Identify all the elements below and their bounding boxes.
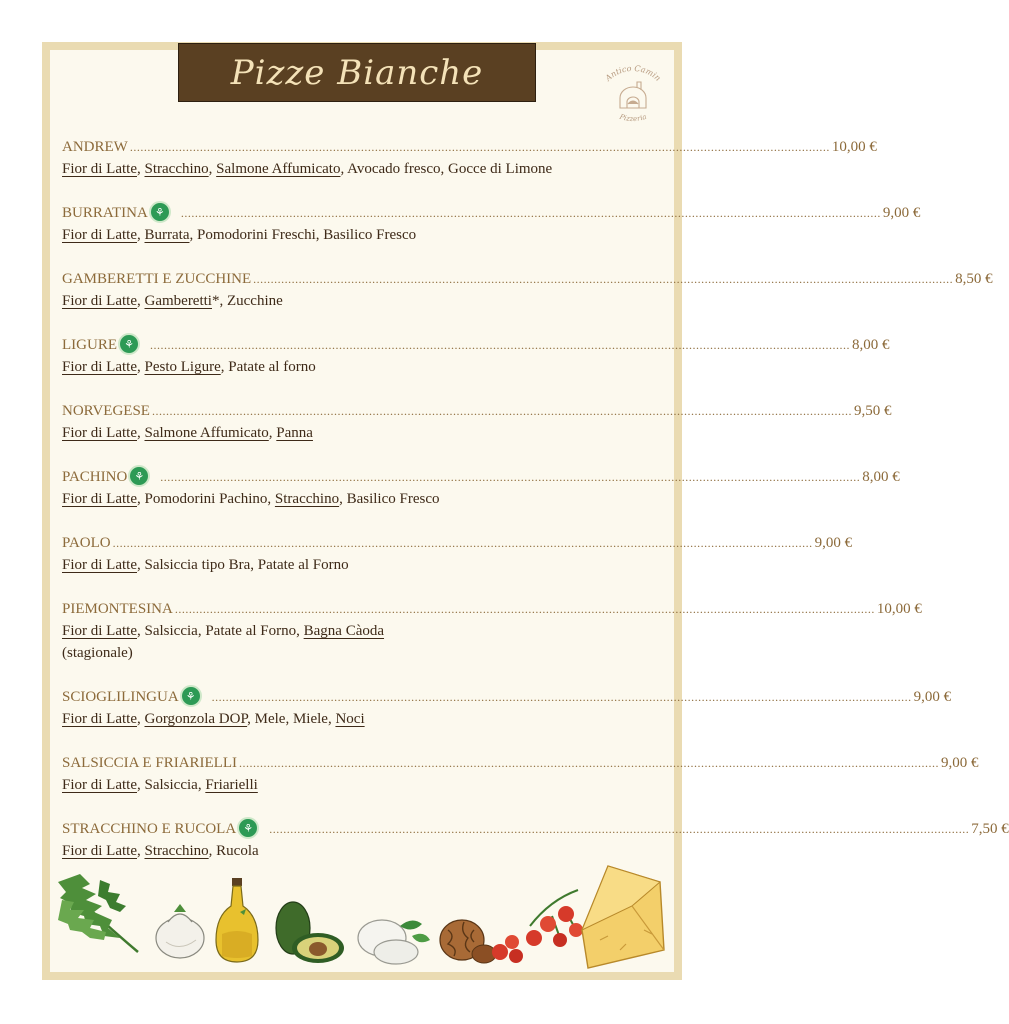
ingredient-text: , Pomodorini Freschi, Basilico Fresco	[189, 227, 417, 243]
ingredient-highlight: Salmone Affumicato	[216, 161, 341, 177]
ingredient-highlight: Fior di Latte	[62, 711, 137, 727]
pizza-name: BURRATINA	[62, 204, 148, 221]
ingredient-list	[62, 224, 651, 246]
pizza-name: NORVEGESE	[62, 402, 150, 419]
dot-leader: ........................................................................................................................................................................................................	[150, 338, 850, 352]
dot-leader: ........................................................................................................................................................................................................	[239, 756, 940, 770]
ingredient-text: ,	[137, 293, 145, 309]
ingredient-list	[62, 158, 651, 180]
ingredient-text: , Avocado fresco, Gocce di Limone	[340, 161, 553, 177]
pizza-price: 10,00 €	[831, 138, 877, 155]
logo-text-top: Antico Camin	[603, 64, 663, 83]
menu-item-header	[62, 203, 921, 223]
dot-leader: ........................................................................................................................................................................................................	[269, 822, 970, 836]
pizza-price: 10,00 €	[876, 600, 922, 617]
ingredient-highlight: Salmone Affumicato	[144, 425, 269, 441]
olive-oil-bottle-icon	[216, 878, 258, 962]
menu-item	[62, 599, 922, 687]
ingredient-text: , Salsiccia tipo Bra, Patate al Forno	[137, 557, 349, 573]
svg-text:Pizzeria	[617, 112, 647, 123]
menu-item-header	[62, 753, 979, 773]
ingredient-text: ,	[137, 711, 145, 727]
ingredient-text: , Rucola	[208, 843, 259, 859]
ingredient-highlight: Fior di Latte	[62, 293, 137, 309]
pizza-name: PACHINO	[62, 468, 128, 485]
vegetarian-leaf-icon: ⚘	[149, 201, 171, 223]
pizza-price: 7,50 €	[971, 820, 1009, 837]
ingredient-text: ,	[137, 359, 145, 375]
burrata-icon	[156, 904, 204, 958]
ingredient-text: , Salsiccia, Patate al Forno,	[137, 623, 304, 639]
vegetarian-leaf-icon: ⚘	[237, 817, 259, 839]
ingredient-text: , Patate al forno	[220, 359, 316, 375]
ingredient-text: ,	[137, 161, 145, 177]
dot-leader: ........................................................................................................................................................................................................	[151, 404, 852, 418]
menu-item	[62, 687, 952, 753]
dot-leader: ........................................................................................................................................................................................................	[174, 602, 875, 616]
menu-item-header	[62, 819, 1009, 839]
ingredient-text: (stagionale)	[62, 645, 133, 661]
menu-item-header	[62, 599, 922, 619]
ingredient-highlight: Panna	[276, 425, 313, 441]
dot-leader: ........................................................................................................................................................................................................	[180, 206, 881, 220]
ingredient-text: , Pomodorini Pachino,	[137, 491, 275, 507]
menu-item	[62, 753, 979, 819]
ingredient-text: ,	[137, 425, 145, 441]
ingredient-text: ,	[208, 161, 217, 177]
cherry-tomatoes-icon	[492, 890, 583, 963]
pizza-name: PAOLO	[62, 534, 111, 551]
walnut-icon	[440, 920, 496, 963]
menu-item	[62, 533, 853, 599]
ingredient-highlight: Stracchino	[144, 843, 209, 859]
dot-leader: ........................................................................................................................................................................................................	[112, 536, 813, 550]
pizza-price: 8,00 €	[852, 336, 890, 353]
pizza-price: 9,00 €	[941, 754, 979, 771]
menu-item	[62, 401, 892, 467]
ingredient-list	[62, 290, 651, 312]
pizza-price: 9,00 €	[913, 688, 952, 705]
pizzeria-logo	[592, 64, 674, 126]
ingredient-text: , Basilico Fresco	[339, 491, 440, 507]
menu-item-header	[62, 533, 853, 553]
ingredient-list	[62, 422, 651, 444]
pizza-menu-list	[62, 137, 1009, 885]
menu-item	[62, 137, 877, 203]
arugula-icon	[58, 874, 138, 952]
ingredient-text: , Mele, Miele,	[247, 711, 336, 727]
ingredient-list	[62, 620, 651, 664]
ingredient-highlight: Fior di Latte	[62, 425, 137, 441]
pizza-price: 9,00 €	[882, 204, 921, 221]
page-title: Pizze Bianche	[230, 52, 484, 93]
title-banner	[178, 43, 536, 102]
logo-text-bottom: Pizzeria	[618, 112, 648, 124]
ingredient-text: *, Zucchine	[211, 293, 283, 309]
menu-item	[62, 269, 993, 335]
ingredient-highlight: Fior di Latte	[62, 161, 137, 177]
ingredient-highlight: Pesto Ligure	[144, 359, 221, 375]
menu-item	[62, 335, 890, 401]
ingredient-highlight: Fior di Latte	[62, 843, 137, 859]
vegetarian-leaf-icon: ⚘	[180, 685, 202, 707]
menu-item	[62, 467, 900, 533]
vegetarian-leaf-icon: ⚘	[128, 465, 150, 487]
vegetarian-leaf-icon: ⚘	[118, 333, 140, 355]
ingredient-text: , Salsiccia,	[137, 777, 206, 793]
pizza-price: 8,50 €	[955, 270, 993, 287]
ingredient-highlight: Fior di Latte	[62, 359, 137, 375]
ingredient-text: ,	[268, 425, 277, 441]
ingredient-highlight: Fior di Latte	[62, 227, 137, 243]
ingredient-highlight: Stracchino	[274, 491, 340, 507]
menu-item-header	[62, 687, 952, 707]
ingredient-list	[62, 356, 651, 378]
ingredient-highlight: Fior di Latte	[62, 623, 137, 639]
pizza-price: 9,50 €	[853, 402, 892, 419]
pizza-name: GAMBERETTI E ZUCCHINE	[62, 270, 252, 287]
svg-text:Antico Camin	[603, 64, 663, 84]
ingredient-list	[62, 774, 651, 796]
ingredient-highlight: Bagna Càoda	[303, 623, 385, 639]
menu-item-header	[62, 335, 890, 355]
parmesan-cheese-icon	[582, 866, 664, 968]
ingredient-list	[62, 840, 651, 862]
menu-item-header	[62, 401, 892, 421]
menu-item-header	[62, 137, 877, 157]
pizza-name: PIEMONTESINA	[62, 600, 173, 617]
dot-leader: ........................................................................................................................................................................................................	[253, 272, 954, 286]
ingredient-highlight: Gamberetti	[144, 293, 212, 309]
ingredient-list	[62, 554, 651, 576]
menu-item	[62, 203, 921, 269]
pizza-price: 8,00 €	[862, 468, 900, 485]
pizza-name: STRACCHINO E RUCOLA	[62, 820, 237, 837]
ingredient-highlight: Fior di Latte	[62, 557, 137, 573]
ingredient-highlight: Friarielli	[205, 777, 258, 793]
oven-icon	[620, 82, 646, 108]
ingredient-highlight: Fior di Latte	[62, 491, 137, 507]
menu-item-header	[62, 269, 993, 289]
pizza-name: LIGURE	[62, 336, 117, 353]
menu-item-header	[62, 467, 900, 487]
ingredient-highlight: Stracchino	[144, 161, 209, 177]
ingredient-highlight: Fior di Latte	[62, 777, 137, 793]
ingredient-highlight: Gorgonzola DOP	[144, 711, 248, 727]
ingredient-list	[62, 488, 651, 510]
food-illustrations	[60, 860, 664, 970]
avocado-icon	[276, 902, 344, 963]
pizza-price: 9,00 €	[814, 534, 853, 551]
pizza-name: ANDREW	[62, 138, 128, 155]
dot-leader: ........................................................................................................................................................................................................	[211, 690, 912, 704]
ingredient-highlight: Noci	[335, 711, 365, 727]
ingredient-highlight: Burrata	[144, 227, 190, 243]
mozzarella-basil-icon	[358, 920, 430, 964]
ingredient-text: ,	[137, 227, 145, 243]
dot-leader: ........................................................................................................................................................................................................	[129, 140, 830, 154]
ingredient-list	[62, 708, 651, 730]
ingredient-text: ,	[137, 843, 145, 859]
pizza-name: SALSICCIA E FRIARIELLI	[62, 754, 238, 771]
dot-leader: ........................................................................................................................................................................................................	[160, 470, 861, 484]
pizza-name: SCIOGLILINGUA	[62, 688, 179, 705]
